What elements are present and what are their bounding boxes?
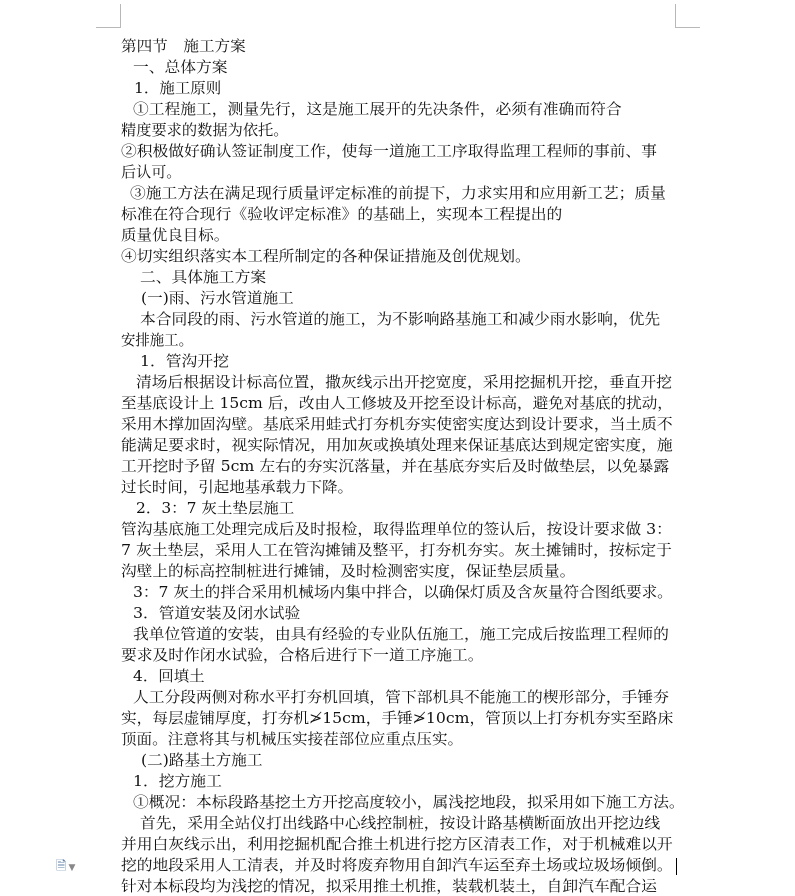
text-line: ①概况：本标段路基挖土方开挖高度较小，属浅挖地段，拟采用如下施工方法。	[133, 794, 685, 811]
text-line: 针对本标段均为浅挖的情况，拟采用推土机推，装载机装土，自卸汽车配合运	[121, 878, 657, 895]
text-line: 要求及时作闭水试验，合格后进行下一道工序施工。	[121, 647, 484, 664]
text-line: 实，每层虚铺厚度，打夯机≯15cm，手锤≯10cm，管顶以上打夯机夯实至路床	[121, 710, 674, 727]
text-line: ②积极做好确认签证制度工作，使每一道施工工序取得监理工程师的事前、事	[121, 143, 657, 160]
text-line: 标准在符合现行《验收评定标准》的基础上，实现本工程提出的	[121, 206, 563, 223]
text-line: 第四节 施工方案	[121, 38, 246, 55]
text-line: 一、总体方案	[133, 59, 228, 76]
text-line: 清场后根据设计标高位置，撒灰线示出开挖宽度，采用挖掘机开挖，垂直开挖	[136, 374, 672, 391]
text-line: 3：7 灰土的拌合采用机械场内集中拌合，以确保灯质及含灰量符合图纸要求。	[133, 584, 673, 601]
text-line: 7 灰土垫层，采用人工在管沟摊铺及整平，打夯机夯实。灰土摊铺时，按标定于	[121, 542, 672, 559]
text-line: 1．管沟开挖	[140, 353, 229, 370]
text-line: (一)雨、污水管道施工	[141, 290, 294, 307]
text-line: 沟壁上的标高控制桩进行摊铺，及时检测密实度，保证垫层质量。	[121, 563, 576, 580]
dropdown-arrow-icon[interactable]: ▼	[68, 863, 76, 873]
text-line: 首先，采用全站仪打出线路中心线控制桩，按设计路基横断面放出开挖边线	[140, 815, 661, 832]
text-line: 挖的地段采用人工清表，并及时将废弃物用自卸汽车运至弃土场或垃圾场倾倒。	[121, 857, 673, 874]
text-line: 并用白灰线示出，利用挖掘机配合推土机进行挖方区清表工作，对于机械难以开	[121, 836, 673, 853]
text-line: 顶面。注意将其与机械压实接茬部位应重点压实。	[121, 731, 464, 748]
text-line: 3．管道安装及闭水试验	[133, 605, 301, 622]
text-line: 1．挖方施工	[133, 773, 222, 790]
text-line: ③施工方法在满足现行质量评定标准的前提下，力求实用和应用新工艺；质量	[130, 185, 666, 202]
text-line: (二)路基土方施工	[141, 752, 263, 769]
text-line: 我单位管道的安装，由具有经验的专业队伍施工，施工完成后按监理工程师的	[133, 626, 669, 643]
document-icon[interactable]: 🗎 ▼	[56, 859, 76, 874]
text-line: 过长时间，引起地基承载力下降。	[121, 479, 353, 496]
text-line: ①工程施工，测量先行，这是施工展开的先决条件，必须有准确而符合	[133, 101, 622, 118]
text-line: 2．3：7 灰土垫层施工	[136, 500, 295, 517]
text-line: 精度要求的数据为依托。	[121, 122, 289, 139]
text-line: 二、具体施工方案	[140, 269, 267, 286]
text-line: 管沟基底施工处理完成后及时报检，取得监理单位的签认后，按设计要求做 3：	[121, 521, 672, 538]
text-line: 本合同段的雨、污水管道的施工，为不影响路基施工和减少雨水影响，优先	[140, 311, 661, 328]
text-line: 人工分段两侧对称水平打夯机回填，管下部机具不能施工的楔形部分，手锤夯	[133, 689, 669, 706]
text-line: 4．回填土	[133, 668, 205, 685]
text-line: 采用木撑加固沟壁。基底采用蛙式打夯机夯实使密实度达到设计要求，当土质不	[121, 416, 673, 433]
text-line: 工开挖时予留 5cm 左右的夯实沉落量，并在基底夯实后及时做垫层，以免暴露	[121, 458, 670, 475]
text-line: 能满足要求时，视实际情况，用加灰或换填处理来保证基底达到规定密实度，施	[121, 437, 673, 454]
text-cursor	[676, 858, 677, 875]
text-line: 1．施工原则	[134, 80, 222, 97]
text-line: 质量优良目标。	[121, 227, 230, 244]
text-line: ④切实组织落实本工程所制定的各种保证措施及创优规划。	[121, 248, 531, 265]
text-line: 至基底设计上 15cm 后，改由人工修坡及开挖至设计标高，避免对基底的扰动，	[121, 395, 673, 412]
text-line: 安排施工。	[121, 332, 193, 349]
text-line: 后认可。	[121, 164, 182, 181]
